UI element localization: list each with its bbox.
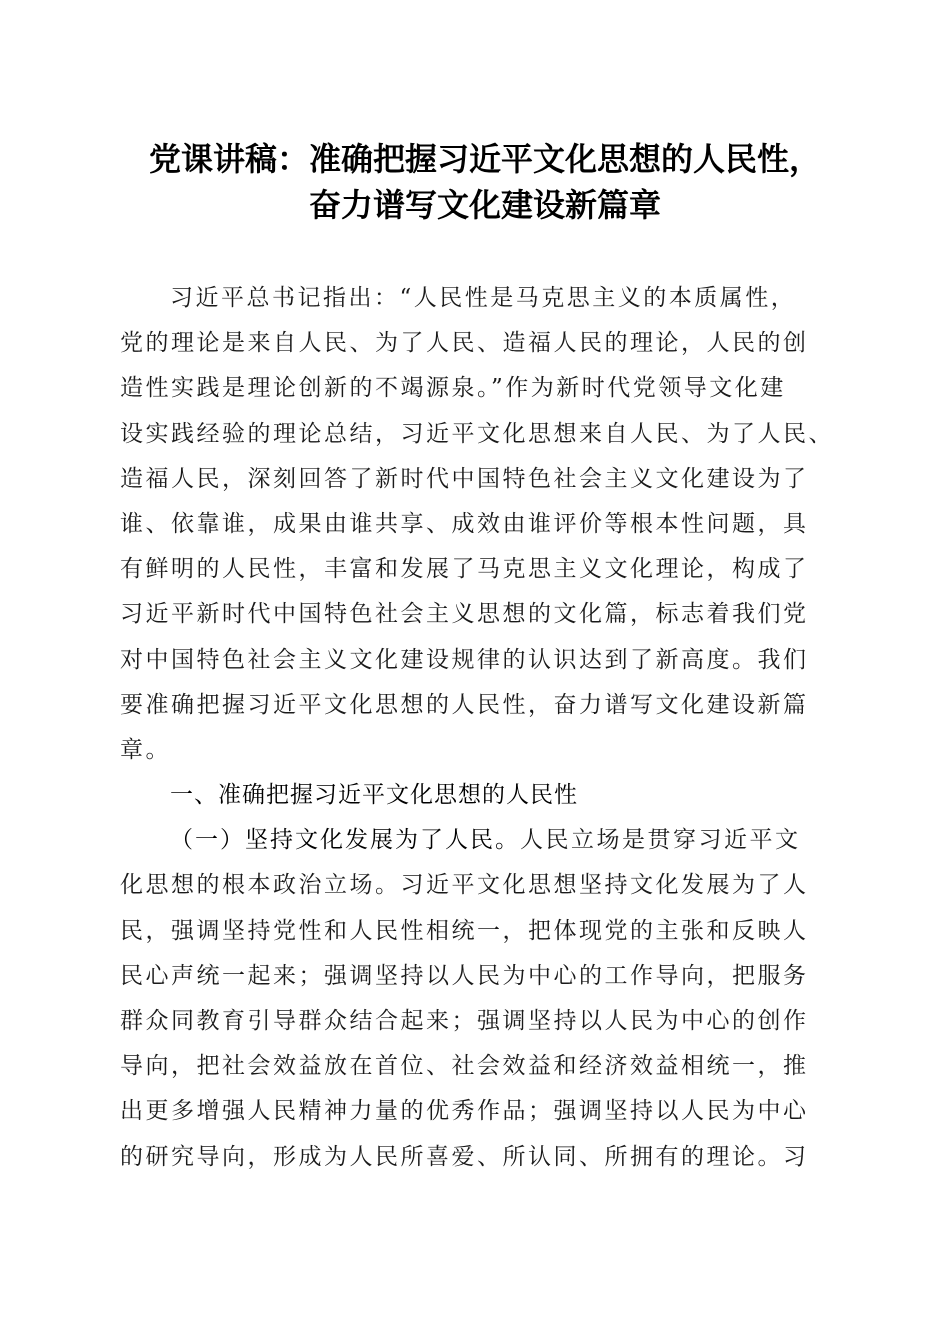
intro-line: 造性实践是理论创新的不竭源泉。”作为新时代党领导文化建 (120, 375, 786, 402)
subsection-line: 民，强调坚持党性和人民性相统一，把体现党的主张和反映人 (120, 917, 809, 944)
document-title (100, 136, 870, 228)
intro-line: 习近平总书记指出：“人民性是马克思主义的本质属性， (170, 285, 797, 311)
intro-line: 要准确把握习近平文化思想的人民性，奋力谱写文化建设新篇 (120, 691, 809, 718)
intro-line: 谁、依靠谁，成果由谁共享、成效由谁评价等根本性问题，具 (120, 510, 809, 537)
intro-line: 有鲜明的人民性，丰富和发展了马克思主义文化理论，构成了 (120, 556, 809, 583)
subsection-line: 的研究导向，形成为人民所喜爱、所认同、所拥有的理论。习 (120, 1143, 809, 1170)
subsection-first-line (120, 818, 832, 863)
subsection-line: 出更多增强人民精神力量的优秀作品；强调坚持以人民为中心 (120, 1098, 809, 1125)
section-heading: 一、准确把握习近平文化思想的人民性 (170, 782, 578, 809)
subsection-line: 化思想的根本政治立场。习近平文化思想坚持文化发展为了人 (120, 872, 809, 899)
subsection-line: 导向，把社会效益放在首位、社会效益和经济效益相统一，推 (120, 1053, 809, 1080)
intro-paragraph (120, 276, 832, 773)
subsection-line: 民心声统一起来；强调坚持以人民为中心的工作导向，把服务 (120, 962, 809, 989)
intro-line: 习近平新时代中国特色社会主义思想的文化篇，标志着我们党 (120, 601, 809, 628)
intro-line: 章。 (120, 736, 171, 763)
document-body (120, 276, 832, 1180)
intro-line: 党的理论是来自人民、为了人民、造福人民的理论，人民的创 (120, 330, 809, 357)
subsection-first-rest: 人民立场是贯穿习近平文 (520, 827, 801, 854)
title-line-1: 党课讲稿：准确把握习近平文化思想的人民性， (148, 140, 821, 178)
subsection-paragraph (120, 818, 832, 1180)
title-line-2: 奋力谱写文化建设新篇章 (308, 186, 661, 224)
intro-line: 设实践经验的理论总结，习近平文化思想来自人民、为了人民、 (120, 420, 834, 447)
intro-line: 造福人民，深刻回答了新时代中国特色社会主义文化建设为了 (120, 465, 809, 492)
intro-line: 对中国特色社会主义文化建设规律的认识达到了新高度。我们 (120, 646, 809, 673)
subsection-lead: （一）坚持文化发展为了人民。 (170, 827, 520, 854)
subsection-line: 群众同教育引导群众结合起来；强调坚持以人民为中心的创作 (120, 1008, 809, 1034)
